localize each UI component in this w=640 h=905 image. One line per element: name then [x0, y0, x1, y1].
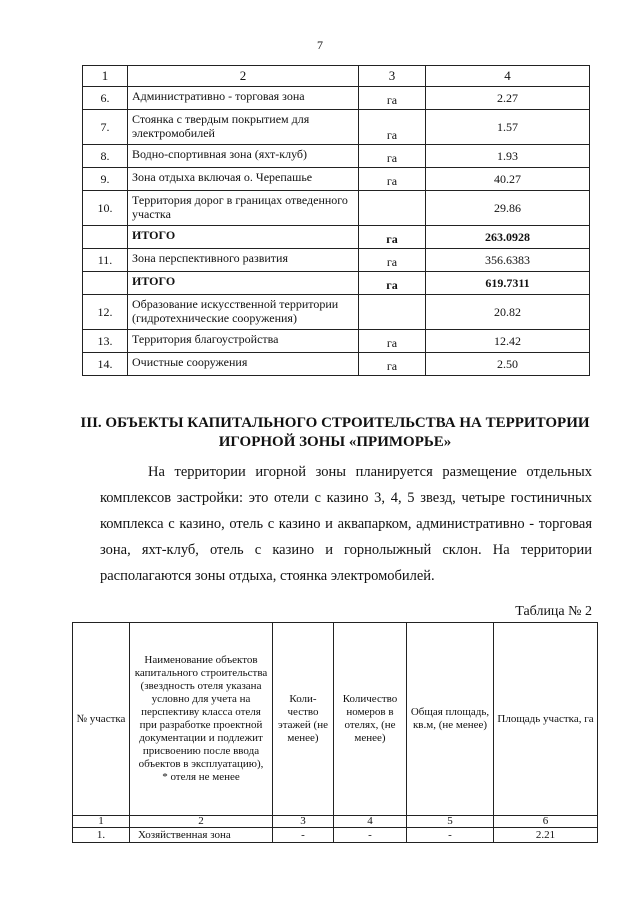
column-number: 1 [73, 816, 130, 828]
row-number: 11. [83, 249, 128, 272]
column-number: 2 [130, 816, 273, 828]
section-heading-line: ИГОРНОЙ ЗОНЫ «ПРИМОРЬЕ» [218, 434, 452, 450]
header-object-name-note: * отеля не менее [162, 771, 240, 783]
header-cell: 3 [359, 66, 426, 87]
row-name: ИТОГО [128, 272, 359, 295]
header-site-area: Площадь участка, га [494, 623, 598, 816]
table-total-row [83, 272, 590, 295]
table-row [83, 168, 590, 191]
row-name: Водно-спортивная зона (яхт-клуб) [128, 145, 359, 168]
row-number: 8. [83, 145, 128, 168]
section-heading-line: III. ОБЪЕКТЫ КАПИТАЛЬНОГО СТРОИТЕЛЬСТВА НА ТЕРРИТОРИИ [80, 415, 590, 431]
row-number: 12. [83, 295, 128, 330]
row-name: Зона перспективного развития [128, 249, 359, 272]
table-row [83, 191, 590, 226]
row-value: 2.27 [426, 87, 590, 110]
row-number: 9. [83, 168, 128, 191]
column-number: 3 [273, 816, 334, 828]
row-name: Стоянка с твердым покрытием для электромобилей [128, 110, 359, 145]
row-value: 40.27 [426, 168, 590, 191]
row-value: 20.82 [426, 295, 590, 330]
table-total-row [83, 226, 590, 249]
row-value: 29.86 [426, 191, 590, 226]
row-area: - [407, 828, 494, 843]
row-unit: га [359, 249, 426, 272]
header-object-name-text: Наименование объектов капитального строительства (звездность отеля указана условно для учета на перспективу класса отеля при разработке проектной документации и подлежит присвоению после ввода объектов в эксплуатацию), [134, 654, 268, 770]
header-cell: 4 [426, 66, 590, 87]
row-number [83, 226, 128, 249]
row-number: 13. [83, 330, 128, 353]
row-unit: га [359, 145, 426, 168]
row-number: 10. [83, 191, 128, 226]
header-cell: 2 [128, 66, 359, 87]
row-number: 6. [83, 87, 128, 110]
section-heading [70, 414, 600, 452]
column-number: 6 [494, 816, 598, 828]
column-number: 5 [407, 816, 494, 828]
row-name: Территория дорог в границах отведенного участка [128, 191, 359, 226]
row-unit [359, 191, 426, 226]
row-unit: га [359, 168, 426, 191]
row-value: 12.42 [426, 330, 590, 353]
row-number: 14. [83, 353, 128, 376]
row-name: Административно - торговая зона [128, 87, 359, 110]
row-value: 1.57 [426, 110, 590, 145]
header-object-name [130, 623, 273, 816]
table-row [83, 353, 590, 376]
row-name: ИТОГО [128, 226, 359, 249]
table-row [83, 249, 590, 272]
table-row [83, 330, 590, 353]
row-rooms: - [334, 828, 407, 843]
row-name: Территория благоустройства [128, 330, 359, 353]
header-cell: 1 [83, 66, 128, 87]
row-number [83, 272, 128, 295]
row-value: 2.50 [426, 353, 590, 376]
row-site-area: 2.21 [494, 828, 598, 843]
table-header-row [73, 623, 598, 816]
row-unit: га [359, 226, 426, 249]
header-rooms: Количество номеров в отелях, (не менее) [334, 623, 407, 816]
table-row [83, 87, 590, 110]
header-plot-number: № участка [73, 623, 130, 816]
column-numbers-row [73, 816, 598, 828]
row-floors: - [273, 828, 334, 843]
header-total-area: Общая площадь, кв.м, (не менее) [407, 623, 494, 816]
land-use-table [82, 65, 590, 376]
capital-construction-table [72, 622, 598, 843]
row-name: Очистные сооружения [128, 353, 359, 376]
table-row [83, 145, 590, 168]
row-unit: га [359, 87, 426, 110]
row-value: 619.7311 [426, 272, 590, 295]
row-number: 1. [73, 828, 130, 843]
row-unit: га [359, 110, 426, 145]
row-unit [359, 295, 426, 330]
table-row [83, 295, 590, 330]
table-caption: Таблица № 2 [515, 604, 592, 619]
table-row [73, 828, 598, 843]
row-unit: га [359, 353, 426, 376]
page-number: 7 [317, 38, 323, 52]
row-value: 1.93 [426, 145, 590, 168]
row-unit: га [359, 272, 426, 295]
row-name: Образование искусственной территории (гидротехнические сооружения) [128, 295, 359, 330]
table-header-row [83, 66, 590, 87]
row-unit: га [359, 330, 426, 353]
row-number: 7. [83, 110, 128, 145]
section-paragraph: На территории игорной зоны планируется размещение отдельных комплексов застройки: это отели с казино 3, 4, 5 звезд, четыре гостиничных комплекса с казино, отель с казино и аквапарком, административно - торговая зона, яхт-клуб, отель с казино и горнолыжный склон. На территории располагаются зоны отдыха, стоянка электромобилей. [100, 464, 592, 584]
table-row [83, 110, 590, 145]
row-name: Зона отдыха включая о. Черепашье [128, 168, 359, 191]
header-floors: Коли-чество этажей (не менее) [273, 623, 334, 816]
row-value: 356.6383 [426, 249, 590, 272]
row-name: Хозяйственная зона [130, 828, 273, 843]
column-number: 4 [334, 816, 407, 828]
row-value: 263.0928 [426, 226, 590, 249]
